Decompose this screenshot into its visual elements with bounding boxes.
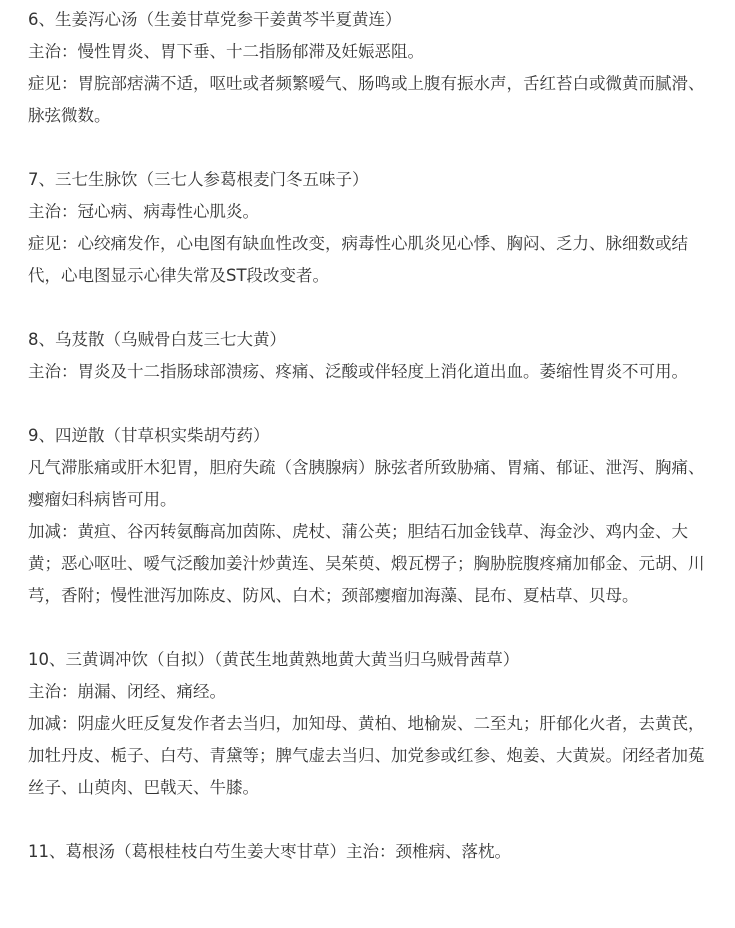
formula-heading: 10、三黄调冲饮（自拟）（黄芪生地黄熟地黄大黄当归乌贼骨茜草） xyxy=(28,650,520,669)
symptoms-text: 症见：胃脘部痞满不适，呕吐或者频繁嗳气、肠鸣或上腹有振水声，舌红苔白或微黄而腻滑、脉弦微数。 xyxy=(28,74,705,125)
formula-entry-7 xyxy=(28,164,718,292)
indication-text: 主治：冠心病、病毒性心肌炎。 xyxy=(28,202,259,221)
symptoms-text: 症见：心绞痛发作，心电图有缺血性改变，病毒性心肌炎见心悸、胸闷、乏力、脉细数或结代，心电图显示心律失常及ST段改变者。 xyxy=(28,234,688,285)
formula-heading: 8、乌芨散（乌贼骨白芨三七大黄） xyxy=(28,330,286,349)
formula-entry-6 xyxy=(28,4,718,132)
formula-entry-9 xyxy=(28,420,718,612)
modification-text: 加减：黄疸、谷丙转氨酶高加茵陈、虎杖、蒲公英；胆结石加金钱草、海金沙、鸡内金、大黄；恶心呕吐、嗳气泛酸加姜汁炒黄连、吴茱萸、煅瓦楞子；胸胁脘腹疼痛加郁金、元胡、川芎，香附；慢性泄泻加陈皮、防风、白术；颈部瘿瘤加海藻、昆布、夏枯草、贝母。 xyxy=(28,522,705,605)
formula-heading: 11、葛根汤（葛根桂枝白芍生姜大枣甘草）主治：颈椎病、落枕。 xyxy=(28,842,511,861)
usage-text: 凡气滞胀痛或肝木犯胃，胆府失疏（含胰腺病）脉弦者所致胁痛、胃痛、郁证、泄泻、胸痛、瘿瘤妇科病皆可用。 xyxy=(28,458,705,509)
formula-heading: 6、生姜泻心汤（生姜甘草党参干姜黄芩半夏黄连） xyxy=(28,10,402,29)
formula-heading: 7、三七生脉饮（三七人参葛根麦门冬五味子） xyxy=(28,170,369,189)
formula-entry-11 xyxy=(28,836,718,868)
article-body xyxy=(28,4,718,900)
formula-entry-8 xyxy=(28,324,718,388)
indication-text: 主治：崩漏、闭经、痛经。 xyxy=(28,682,226,701)
modification-text: 加减：阴虚火旺反复发作者去当归，加知母、黄柏、地榆炭、二至丸；肝郁化火者，去黄芪，加牡丹皮、栀子、白芍、青黛等；脾气虚去当归、加党参或红参、炮姜、大黄炭。闭经者加菟丝子、山萸肉、巴戟天、牛膝。 xyxy=(28,714,705,797)
indication-text: 主治：胃炎及十二指肠球部溃疡、疼痛、泛酸或伴轻度上消化道出血。萎缩性胃炎不可用。 xyxy=(28,362,688,381)
formula-heading: 9、四逆散（甘草枳实柴胡芍药） xyxy=(28,426,270,445)
formula-entry-10 xyxy=(28,644,718,804)
indication-text: 主治：慢性胃炎、胃下垂、十二指肠郁滞及妊娠恶阻。 xyxy=(28,42,424,61)
